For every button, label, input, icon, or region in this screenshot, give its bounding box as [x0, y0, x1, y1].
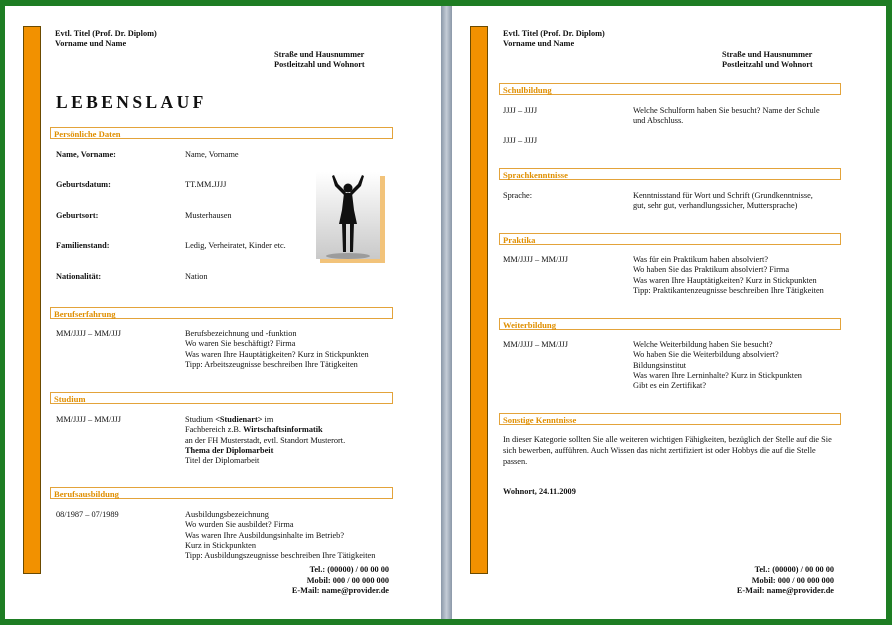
contact-footer [737, 565, 834, 597]
internship-line: Was waren Ihre Hauptätigkeiten? Kurz in Stickpunkten [633, 275, 817, 285]
language-line: Kenntnisstand für Wort und Schrift (Grundkenntnisse, [633, 191, 813, 200]
full-name: Vorname und Name [503, 39, 575, 48]
internship-details [633, 255, 824, 296]
document-title: LEBENSLAUF [56, 92, 207, 112]
section-heading-study: Studium [50, 392, 393, 404]
internship-date: MM/JJJJ – MM/JJJ [503, 255, 569, 264]
study-date: MM/JJJJ – MM/JJJ [56, 415, 122, 424]
phone: Tel.: (00000) / 00 00 00 [754, 565, 834, 574]
personal-label: Geburtsort: [56, 211, 99, 220]
section-heading-personal: Persönliche Daten [50, 127, 393, 139]
experience-line: Wo waren Sie beschäftigt? Firma [185, 339, 296, 349]
personal-value: Ledig, Verheiratet, Kinder etc. [185, 241, 286, 250]
orange-side-bar [23, 26, 41, 574]
other-skills-text: In dieser Kategorie sollten Sie alle weiteren wichtigen Fähigkeiten, bezüglich der Stelle auf die Sie sich bewerben, aufführen. Auch Wissen das nicht zertifiziert ist oder Hobbys die auf die Stelle passen. [503, 435, 832, 466]
experience-line: Was waren Ihre Hauptätigkeiten? Kurz in Stickpunkten [185, 349, 369, 359]
training-line: Was waren Ihre Ausbildungsinhalte im Betrieb? [185, 530, 345, 540]
personal-value: Name, Vorname [185, 150, 239, 159]
training-line: Ausbildungsbezeichnung [185, 510, 269, 519]
personal-label: Nationalität: [56, 272, 102, 281]
page-1 [5, 6, 441, 619]
further-line: Bildungsinstitut [633, 360, 687, 370]
personal-label: Geburtsdatum: [56, 180, 111, 189]
street-address: Straße und Hausnummer [274, 50, 365, 59]
language-label: Sprache: [503, 191, 533, 200]
training-line: Tipp: Ausbildungszeugnisse beschreiben Ihre Tätigkeiten [185, 551, 376, 561]
section-heading-other-skills: Sonstige Kenntnisse [499, 413, 841, 425]
section-heading-further-education: Weiterbildung [499, 318, 841, 330]
thesis-heading: Thema der Diplomarbeit [185, 445, 274, 455]
further-line: Wo haben Sie die Weiterbildung absolviert? [633, 350, 779, 360]
study-line-2: Fachbereich z.B. Wirtschaftsinformatik [185, 425, 323, 435]
page-gutter [441, 6, 452, 619]
further-line: Welche Weiterbildung haben Sie besucht? [633, 340, 773, 349]
further-line: Gibt es ein Zertifikat? [633, 381, 707, 391]
email: E-Mail: name@provider.de [291, 586, 389, 596]
internship-line: Was für ein Praktikum haben absolviert? [633, 255, 769, 264]
mobile: Mobil: 000 / 00 000 000 [306, 575, 389, 585]
page-2 [452, 6, 886, 619]
internship-line: Tipp: Praktikantenzeugnisse beschreiben Ihre Tätigkeiten [633, 285, 824, 295]
section-heading-experience: Berufserfahrung [50, 307, 393, 319]
school-date: JJJJ – JJJJ [503, 106, 538, 115]
experience-line: Berufsbezeichnung und -funktion [185, 329, 297, 338]
experience-date: MM/JJJJ – MM/JJJ [56, 329, 122, 338]
further-education-details [633, 340, 802, 391]
email: E-Mail: name@provider.de [736, 586, 834, 596]
experience-line: Tipp: Arbeitszeugnisse beschreiben Ihre Tätigkeiten [185, 359, 358, 369]
training-details [185, 510, 375, 561]
section-heading-training: Berufsausbildung [50, 487, 393, 499]
personal-value: Musterhausen [185, 211, 232, 220]
training-line: Wo wurden Sie ausbildet? Firma [185, 520, 294, 530]
title-name-line: Evtl. Titel (Prof. Dr. Diplom) [503, 29, 605, 38]
language-line: gut, sehr gut, verhandlungssicher, Muttersprache) [633, 201, 798, 211]
school-line: und Abschluss. [633, 116, 684, 126]
personal-label: Name, Vorname: [56, 150, 116, 159]
full-name: Vorname und Name [55, 39, 127, 48]
section-heading-languages: Sprachkenntnisse [499, 168, 841, 180]
further-line: Was waren Ihre Lerninhalte? Kurz in Stickpunkten [633, 370, 802, 380]
study-line-1: Studium <Studienart> im [185, 415, 274, 424]
person-silhouette-icon [316, 172, 380, 259]
postal-city: Postleitzahl und Wohnort [722, 60, 813, 69]
language-details [633, 191, 813, 212]
section-heading-internship: Praktika [499, 233, 841, 245]
study-line-3: an der FH Musterstadt, evtl. Standort Musterort. [185, 435, 346, 445]
experience-details [185, 329, 369, 370]
phone: Tel.: (00000) / 00 00 00 [309, 565, 389, 574]
training-date: 08/1987 – 07/1989 [56, 510, 119, 519]
personal-value: Nation [185, 272, 208, 281]
school-line: Welche Schulform haben Sie besucht? Name der Schule [633, 106, 820, 115]
study-details [185, 415, 345, 466]
further-education-date: MM/JJJJ – MM/JJJ [503, 340, 569, 349]
place-and-date: Wohnort, 24.11.2009 [503, 487, 576, 496]
applicant-photo [320, 176, 385, 263]
personal-label: Familienstand: [56, 241, 110, 250]
section-heading-school: Schulbildung [499, 83, 841, 95]
street-address: Straße und Hausnummer [722, 50, 813, 59]
thesis-title: Titel der Diplomarbeit [185, 456, 260, 466]
title-name-line: Evtl. Titel (Prof. Dr. Diplom) [55, 29, 157, 38]
postal-city: Postleitzahl und Wohnort [274, 60, 365, 69]
personal-value: TT.MM.JJJJ [185, 180, 227, 189]
internship-line: Wo haben Sie das Praktikum absolviert? Firma [633, 265, 790, 275]
school-details [633, 106, 820, 127]
training-line: Kurz in Stickpunkten [185, 540, 256, 550]
orange-side-bar [470, 26, 488, 574]
contact-footer [292, 565, 389, 597]
mobile: Mobil: 000 / 00 000 000 [751, 575, 834, 585]
school-date: JJJJ – JJJJ [503, 136, 538, 145]
